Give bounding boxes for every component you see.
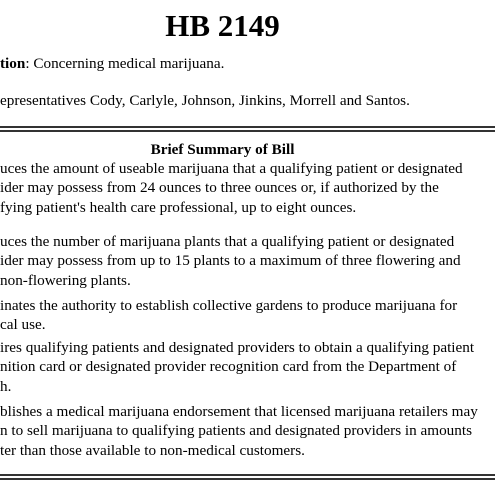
summary-item [0, 232, 495, 290]
summary-heading: Brief Summary of Bill [150, 141, 295, 158]
summary-line: h. [0, 377, 12, 395]
summary-line: ider may possess from up to 15 plants to a maximum of three flowering and [0, 252, 461, 270]
bottom-rule-second [0, 478, 495, 480]
summary-item [0, 402, 495, 460]
summary-line: cal use. [0, 316, 46, 334]
summary-item [0, 159, 495, 217]
summary-line: inates the authority to establish collective gardens to produce marijuana for [0, 297, 458, 314]
summary-line: uces the amount of useable marijuana that a qualifying patient or designated [0, 160, 463, 177]
bill-description [0, 54, 224, 73]
summary-line: ter than those available to non-medical customers. [0, 441, 305, 459]
bill-title: HB 2149 [165, 8, 280, 43]
top-rule-second [0, 130, 495, 132]
summary-item [0, 338, 495, 396]
summary-line: blishes a medical marijuana endorsement that licensed marijuana retailers may [0, 403, 478, 420]
bottom-rule [0, 474, 495, 476]
description-text: : Concerning medical marijuana. [25, 55, 225, 72]
summary-line: ires qualifying patients and designated providers to obtain a qualifying patient [0, 339, 475, 356]
top-rule [0, 126, 495, 128]
summary-line: uces the number of marijuana plants that a qualifying patient or designated [0, 233, 455, 250]
summary-line: ider may possess from 24 ounces to three ounces or, if authorized by the [0, 179, 439, 197]
description-label: tion [0, 55, 26, 72]
summary-line: fying patient's health care professional, up to eight ounces. [0, 198, 357, 216]
summary-line: non-flowering plants. [0, 271, 131, 289]
sponsors-line: epresentatives Cody, Carlyle, Johnson, Jinkins, Morrell and Santos. [0, 92, 410, 109]
summary-line: n to sell marijuana to qualifying patients and designated providers in amounts [0, 422, 472, 440]
summary-line: nition card or designated provider recognition card from the Department of [0, 358, 457, 376]
summary-item [0, 296, 495, 335]
